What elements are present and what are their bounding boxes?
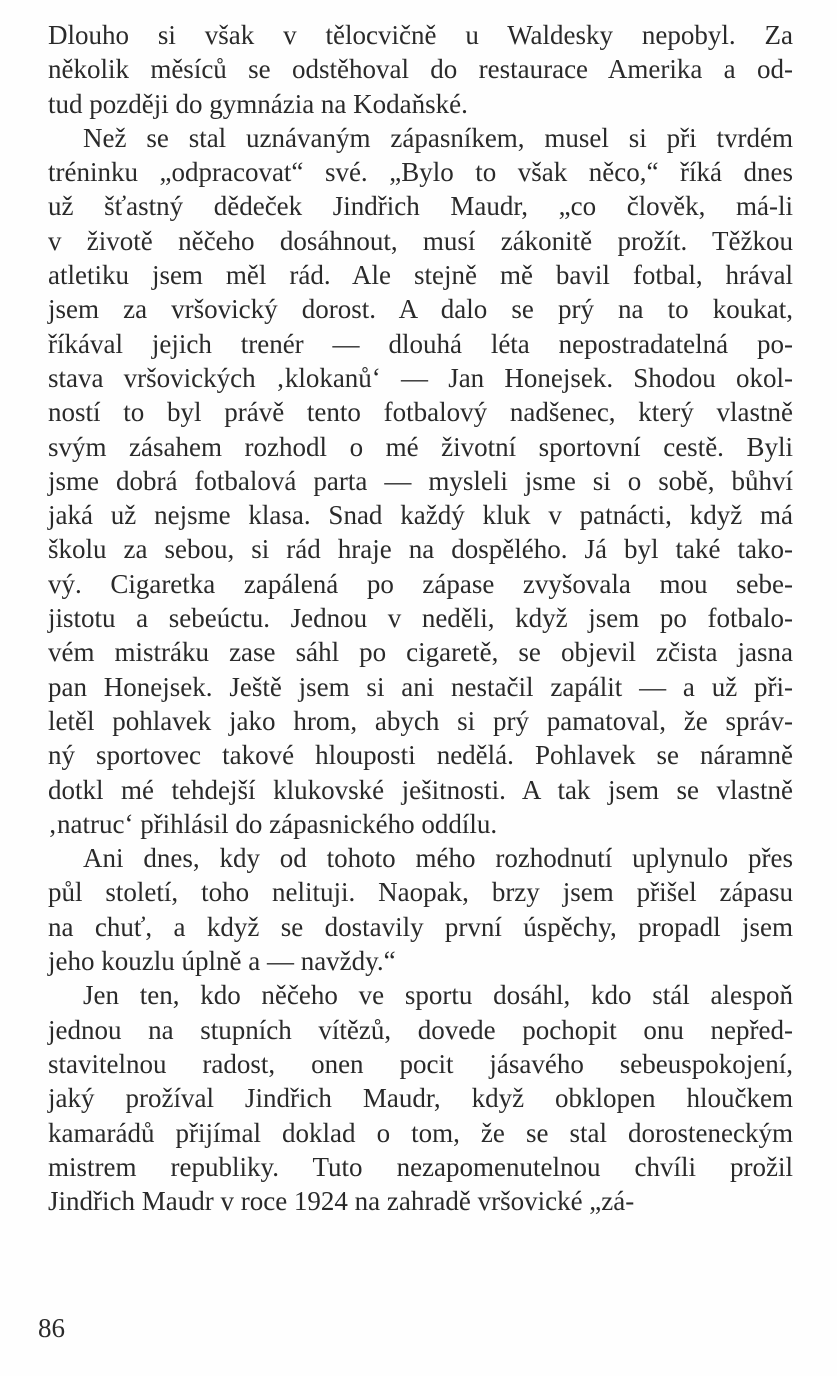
text-line: říkával jejich trenér — dlouhá léta nepostradatelná po-	[48, 328, 793, 359]
text-line: několik měsíců se odstěhoval do restaurace Amerika a od-	[48, 54, 793, 85]
text-line: jaká už nejsme klasa. Snad každý kluk v patnácti, když má	[48, 500, 793, 531]
text-line: stava vršovických ‚klokanů‘ — Jan Honejsek. Shodou okol-	[48, 362, 793, 393]
body-text	[48, 18, 793, 1218]
paragraph	[48, 978, 793, 1218]
paragraph	[48, 18, 793, 121]
text-line: Dlouho si však v tělocvičně u Waldesky nepobyl. Za	[48, 20, 793, 50]
text-line: na chuť, a když se dostavily první úspěchy, propadl jsem	[48, 911, 793, 942]
text-line: ností to byl právě tento fotbalový nadšenec, který vlastně	[48, 397, 793, 428]
text-line: jaký prožíval Jindřich Maudr, když obklopen hloučkem	[48, 1083, 793, 1114]
text-line: Jindřich Maudr v roce 1924 na zahradě vršovické „zá-	[48, 1186, 635, 1217]
text-line: pan Honejsek. Ještě jsem si ani nestačil zapálit — a už při-	[48, 671, 793, 702]
text-line: atletiku jsem měl rád. Ale stejně mě bavil fotbal, hrával	[48, 260, 793, 291]
text-line: jistotu a sebeúctu. Jednou v neděli, když jsem po fotbalo-	[48, 603, 793, 634]
text-line: tud později do gymnázia na Kodaňské.	[48, 88, 468, 119]
text-line: ‚natruc‘ přihlásil do zápasnického oddílu.	[48, 808, 498, 839]
text-line: jednou na stupních vítězů, dovede pochopit onu nepřed-	[48, 1014, 793, 1045]
text-line: Než se stal uznávaným zápasníkem, musel si při tvrdém	[83, 122, 793, 153]
text-line: tréninku „odpracovat“ své. „Bylo to však něco,“ říká dnes	[48, 157, 793, 188]
text-line: vém mistráku zase sáhl po cigaretě, se objevil zčista jasna	[48, 637, 793, 668]
text-line: dotkl mé tehdejší klukovské ješitnosti. A tak jsem se vlastně	[48, 774, 793, 805]
text-line: vý. Cigaretka zapálená po zápase zvyšovala mou sebe-	[48, 568, 793, 599]
text-line: jsem za vršovický dorost. A dalo se prý na to koukat,	[48, 294, 793, 325]
page-number: 86	[38, 1313, 65, 1343]
text-line: v životě něčeho dosáhnout, musí zákonitě prožít. Těžkou	[48, 225, 793, 256]
text-line: školu za sebou, si rád hraje na dospělého. Já byl také tako-	[48, 534, 793, 565]
text-line: kamarádů přijímal doklad o tom, že se stal dorosteneckým	[48, 1117, 793, 1148]
paragraph	[48, 121, 793, 841]
text-line: půl století, toho nelituji. Naopak, brzy jsem přišel zápasu	[48, 877, 793, 908]
paragraph	[48, 841, 793, 978]
text-line: jsme dobrá fotbalová parta — mysleli jsme si o sobě, bůhví	[48, 465, 793, 496]
text-line: mistrem republiky. Tuto nezapomenutelnou chvíli prožil	[48, 1151, 793, 1182]
text-line: už šťastný dědeček Jindřich Maudr, „co člověk, má-li	[48, 191, 793, 222]
text-line: ný sportovec takové hlouposti nedělá. Pohlavek se náramně	[48, 740, 793, 771]
text-line: stavitelnou radost, onen pocit jásavého sebeuspokojení,	[48, 1048, 793, 1079]
text-line: svým zásahem rozhodl o mé životní sportovní cestě. Byli	[48, 431, 793, 462]
text-line: letěl pohlavek jako hrom, abych si prý pamatoval, že správ-	[48, 705, 793, 736]
text-line: Jen ten, kdo něčeho ve sportu dosáhl, kdo stál alespoň	[83, 980, 793, 1011]
text-line: Ani dnes, kdy od tohoto mého rozhodnutí uplynulo přes	[83, 843, 793, 874]
text-line: jeho kouzlu úplně a — navždy.“	[48, 946, 396, 977]
